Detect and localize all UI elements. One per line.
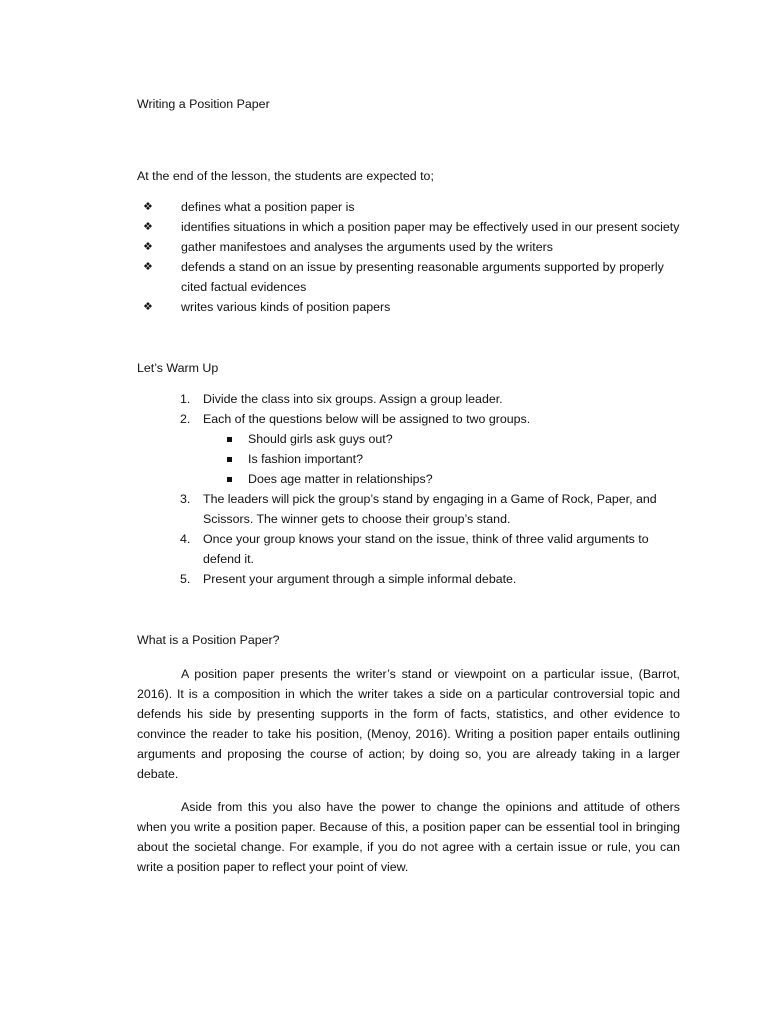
step-text: Present your argument through a simple informal debate. [203, 572, 517, 586]
objective-item: ❖ writes various kinds of position papers [137, 297, 680, 317]
diamond-bullet-icon: ❖ [143, 221, 153, 233]
warmup-step [137, 489, 680, 529]
step-number: 3. [180, 492, 191, 506]
question-item: Should girls ask guys out? [203, 429, 680, 449]
diamond-bullet-icon: ❖ [143, 201, 153, 213]
body-paragraph: A position paper presents the writer’s stand or viewpoint on a particular issue, (Barrot, 2016). It is a composition in which the writer takes a side on a particular controversial topic and defends his side by presenting supports in the form of facts, statistics, and other evidence to convince the reader to take his position, (Menoy, 2016). Writing a position paper entails outlining arguments and proposing the course of action; by doing so, you are already taking in a larger debate. [137, 667, 680, 781]
what-heading: What is a Position Paper? [137, 633, 280, 647]
document-title: Writing a Position Paper [137, 97, 270, 111]
step-text: Once your group knows your stand on the issue, think of three valid arguments to defend it. [203, 532, 649, 566]
body-paragraph: Aside from this you also have the power to change the opinions and attitude of others when you write a position paper. Because of this, a position paper can be essential tool in bringing about the societal change. For example, if you do not agree with a certain issue or rule, you can write a position paper to reflect your point of view. [137, 800, 680, 874]
step-text: Each of the questions below will be assigned to two groups. [203, 412, 531, 426]
warmup-step [137, 569, 680, 589]
question-item: Does age matter in relationships? [203, 469, 680, 489]
diamond-bullet-icon: ❖ [143, 241, 153, 253]
objectives-list [137, 197, 680, 317]
diamond-bullet-icon: ❖ [143, 301, 153, 313]
diamond-bullet-icon: ❖ [143, 261, 153, 273]
square-bullet-icon [227, 457, 232, 462]
step-number: 5. [180, 572, 191, 586]
step-number: 1. [180, 392, 191, 406]
square-bullet-icon [227, 477, 232, 482]
warmup-step [137, 529, 680, 569]
objective-item: ❖ identifies situations in which a position paper may be effectively used in our present society [137, 217, 680, 237]
warmup-step [137, 389, 680, 409]
step-text: Divide the class into six groups. Assign a group leader. [203, 392, 503, 406]
warmup-steps-list [137, 389, 680, 589]
square-bullet-icon [227, 437, 232, 442]
question-list [203, 429, 680, 489]
warmup-step [137, 409, 680, 489]
objective-item: ❖ gather manifestoes and analyses the arguments used by the writers [137, 237, 680, 257]
step-number: 4. [180, 532, 191, 546]
warmup-heading: Let’s Warm Up [137, 361, 219, 375]
step-text: The leaders will pick the group’s stand by engaging in a Game of Rock, Paper, and Scissors. The winner gets to choose their group’s stand. [203, 492, 657, 526]
question-item: Is fashion important? [203, 449, 680, 469]
objective-item: ❖ defines what a position paper is [137, 197, 680, 217]
objective-item: ❖ defends a stand on an issue by presenting reasonable arguments supported by properly cited factual evidences [137, 257, 680, 297]
objectives-intro: At the end of the lesson, the students are expected to; [137, 169, 434, 183]
step-number: 2. [180, 412, 191, 426]
